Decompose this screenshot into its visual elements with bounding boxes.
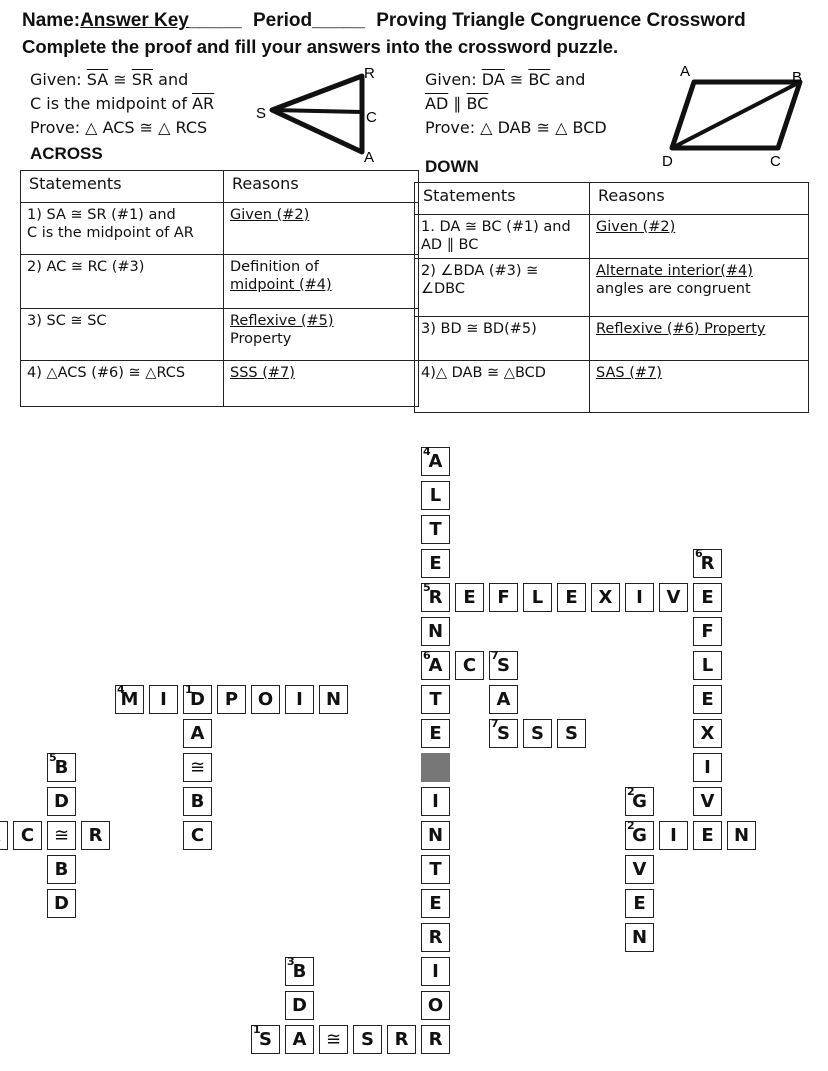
cell-letter: S [531,723,544,744]
cell-letter: G [632,825,647,846]
cell-letter: N [427,825,444,846]
cell-letter: ≅ [325,1029,342,1050]
crossword-cell[interactable] [421,719,450,748]
cell-letter: A [428,655,443,676]
cell-letter: N [427,621,444,642]
cell-letter: L [701,655,714,676]
cell-letter: I [432,961,439,982]
vertex-s: S [256,105,267,122]
reasons-header: Reasons [590,183,809,215]
crossword-cell[interactable] [319,1025,348,1054]
crossword-cell[interactable] [149,685,178,714]
cell-letter: B [54,757,69,778]
crossword-cell[interactable] [47,889,76,918]
cell-letter: C [190,825,205,846]
crossword-cell[interactable] [421,1025,450,1054]
parallel-symbol: ∥ [448,94,467,113]
cell-letter: D [292,995,307,1016]
reason-text: Reflexive (#5) [230,313,334,329]
clue-number: 4 [423,445,431,458]
crossword-cell[interactable] [285,957,314,986]
crossword-cell[interactable] [319,685,348,714]
crossword-cell[interactable] [421,447,450,476]
cell-letter: B [190,791,205,812]
reason-text: midpoint (#4) [230,277,332,293]
crossword-cell[interactable] [421,821,450,850]
crossword-cell[interactable] [421,991,450,1020]
cell-letter: V [666,587,681,608]
cell-letter: S [497,655,510,676]
crossword-cell[interactable] [489,583,518,612]
cell-letter: A [292,1029,307,1050]
congruent-symbol: ≅ [108,70,132,89]
segment: $\overline{BC}$ [528,70,551,89]
crossword-cell[interactable] [421,481,450,510]
cell-letter: V [632,859,647,880]
clue-number: 2 [627,819,635,832]
cell-letter: C [20,825,35,846]
cell-letter: A [496,689,511,710]
cell-letter: ≅ [189,757,206,778]
period-label: Period_____ [252,10,365,31]
statement-text: 2) ∠BDA (#3) ≅ [421,263,539,279]
crossword-cell[interactable] [47,787,76,816]
cell-letter: L [531,587,544,608]
crossword-cell[interactable] [625,787,654,816]
cell-letter: M [120,689,139,710]
crossword-cell[interactable] [47,821,76,850]
crossword-cell[interactable] [625,855,654,884]
statements-header: Statements [415,183,590,215]
crossword-cell[interactable] [455,651,484,680]
crossword-cell[interactable] [625,923,654,952]
statement-text: 1) SA ≅ SR (#1) and [27,207,176,223]
cell-letter: N [325,689,342,710]
cell-letter: T [429,859,442,880]
name-trailer: _____ [188,10,242,31]
cell-letter: S [361,1029,374,1050]
segment: $\overline{SA}$ [86,70,109,89]
crossword-cell[interactable] [421,889,450,918]
statement-text: AD ∥ BC [421,237,479,253]
crossword-cell[interactable] [285,991,314,1020]
crossword-cell[interactable] [693,753,722,782]
cell-letter: R [428,927,443,948]
cell-letter: E [633,893,646,914]
cell-letter: I [160,689,167,710]
cell-letter: X [700,723,715,744]
reason-text: Given (#2) [230,207,310,223]
crossword-cell[interactable] [489,719,518,748]
clue-number: 6 [695,547,703,560]
crossword-cell[interactable] [693,821,722,850]
cell-letter: E [429,553,442,574]
instruction: Complete the proof and fill your answers into the crossword puzzle. [22,36,619,57]
clue-number: 7 [491,717,499,730]
crossword-cell[interactable] [183,787,212,816]
crossword-cell[interactable] [523,719,552,748]
cell-letter: E [565,587,578,608]
crossword-cell[interactable] [693,685,722,714]
segment: $\overline{AD}$ [425,94,449,113]
statement-text: 3) BD ≅ BD(#5) [421,321,537,337]
crossword-cell[interactable] [659,821,688,850]
crossword-cell[interactable] [693,787,722,816]
crossword-cell[interactable] [625,889,654,918]
reason-text: SAS (#7) [596,365,662,381]
crossword-cell[interactable] [353,1025,382,1054]
cell-letter: P [224,689,239,710]
cell-letter: V [700,791,715,812]
crossword-cell[interactable] [421,957,450,986]
cell-letter: L [429,485,442,506]
across-heading: ACROSS [30,144,103,163]
crossword-cell[interactable] [557,583,586,612]
crossword-cell[interactable] [591,583,620,612]
cell-letter: G [632,791,647,812]
cell-letter: F [701,621,714,642]
given-text: and [550,70,586,89]
crossword-cell[interactable] [489,685,518,714]
statement-text: 1. DA ≅ BC (#1) and [421,219,571,235]
clue-number: 2 [627,785,635,798]
down-heading: DOWN [425,157,479,176]
reason-text: Given (#2) [596,219,676,235]
cell-letter: E [701,825,714,846]
cell-letter: I [636,587,643,608]
statement-text: 4) △ACS (#6) ≅ △RCS [27,365,186,381]
clue-number: 1 [253,1023,261,1036]
crossword-cell[interactable] [217,685,246,714]
crossword-cell[interactable] [421,617,450,646]
cell-letter: F [497,587,510,608]
cell-letter: E [463,587,476,608]
statement-text: ∠DBC [421,281,465,297]
crossword-cell[interactable] [183,821,212,850]
down-prove-line: Prove: △ DAB ≅ △ BCD [425,118,607,137]
crossword-cell[interactable] [251,1025,280,1054]
cell-letter: R [394,1029,409,1050]
vertex-c: C [770,153,781,170]
page-title: Proving Triangle Congruence Crossword [376,10,746,31]
clue-number: 7 [491,649,499,662]
crossword-cell[interactable] [421,685,450,714]
cell-letter: I [432,791,439,812]
cell-letter: A [190,723,205,744]
cell-letter: T [429,519,442,540]
crossword-cell[interactable] [727,821,756,850]
name-label: Name: [22,10,81,31]
crossword-cell[interactable] [115,685,144,714]
given-text: Given: [425,70,482,89]
crossword-cell[interactable] [523,583,552,612]
reason-text: angles are congruent [596,281,751,297]
statement-text: 3) SC ≅ SC [27,313,107,329]
clue-number: 5 [423,581,431,594]
clue-number: 1 [185,683,193,696]
across-prove-line: Prove: △ ACS ≅ △ RCS [30,118,208,137]
crossword-cell[interactable] [421,855,450,884]
reason-text: SSS (#7) [230,365,295,381]
cell-letter: E [429,893,442,914]
vertex-d: D [662,153,673,170]
given-text: Given: [30,70,87,89]
cell-letter: O [427,995,444,1016]
vertex-a: A [680,63,691,80]
cell-letter: S [565,723,578,744]
congruent-symbol: ≅ [504,70,529,89]
cell-letter: A [428,451,443,472]
reason-text: Reflexive (#6) Property [596,321,766,337]
cell-letter: T [429,689,442,710]
crossword-cell[interactable] [421,787,450,816]
crossword-cell[interactable] [81,821,110,850]
vertex-r: R [364,66,375,82]
crossword-cell[interactable] [47,753,76,782]
crossword-cell[interactable] [421,515,450,544]
crossword-cell[interactable] [455,583,484,612]
segment: $\overline{SR}$ [131,70,154,89]
crossword-cell[interactable] [421,923,450,952]
cell-letter: X [598,587,613,608]
reasons-header: Reasons [224,171,419,203]
reason-text: Definition of [230,259,319,275]
crossword-cell[interactable] [421,549,450,578]
crossword-cell[interactable] [557,719,586,748]
cell-letter: O [257,689,274,710]
crossword-cell[interactable] [251,685,280,714]
crossword-cell[interactable] [47,855,76,884]
crossword-cell[interactable] [693,719,722,748]
cell-letter: N [733,825,750,846]
cell-letter: R [700,553,715,574]
crossword-cell[interactable] [693,617,722,646]
crossword-cell[interactable] [183,753,212,782]
crossword-cell[interactable] [625,821,654,850]
cell-letter: I [670,825,677,846]
crossword-cell[interactable] [693,549,722,578]
cell-letter: C [462,655,477,676]
name-value: Answer Key [80,10,189,31]
crossword-cell[interactable] [183,719,212,748]
crossword-cell[interactable] [285,685,314,714]
cell-letter: D [190,689,205,710]
statements-header: Statements [21,171,224,203]
segment: $\overline{BC}$ [466,94,489,113]
clue-number: 4 [117,683,125,696]
crossword-cell[interactable] [0,821,8,850]
given-text: C is the midpoint of [30,94,193,113]
clue-number: 3 [287,955,295,968]
cell-letter: N [631,927,648,948]
cell-letter: R [428,587,443,608]
crossword-cell[interactable] [285,1025,314,1054]
cell-letter: B [292,961,307,982]
clue-number: 6 [423,649,431,662]
reason-text: Alternate interior(#4) [596,263,753,279]
cell-letter: I [704,757,711,778]
crossword-shaded-cell[interactable] [421,753,450,782]
crossword-cell[interactable] [489,651,518,680]
cell-letter: D [54,791,69,812]
cell-letter: ≅ [53,825,70,846]
cell-letter: I [296,689,303,710]
cell-letter: E [701,689,714,710]
crossword-cell[interactable] [693,651,722,680]
crossword-cell[interactable] [625,583,654,612]
statement-text: C is the midpoint of AR [27,225,194,241]
cell-letter: E [429,723,442,744]
cell-letter: S [259,1029,272,1050]
crossword-cell[interactable] [693,583,722,612]
vertex-a: A [364,149,375,166]
crossword-cell[interactable] [421,651,450,680]
vertex-b: B [792,69,803,86]
given-text: and [153,70,189,89]
crossword-cell[interactable] [387,1025,416,1054]
cell-letter: E [701,587,714,608]
crossword-cell[interactable] [421,583,450,612]
crossword-cell[interactable] [183,685,212,714]
vertex-c: C [366,109,377,126]
statement-text: 2) AC ≅ RC (#3) [27,259,145,275]
segment: $\overline{AR}$ [192,94,215,113]
statement-text: 4)△ DAB ≅ △BCD [421,365,546,381]
crossword-cell[interactable] [13,821,42,850]
crossword-cell[interactable] [659,583,688,612]
clue-number: 5 [49,751,57,764]
reason-text: Property [230,331,292,347]
cell-letter: S [497,723,510,744]
cell-letter: R [428,1029,443,1050]
cell-letter: B [54,859,69,880]
segment: $\overline{DA}$ [481,70,505,89]
cell-letter: D [54,893,69,914]
cell-letter: R [88,825,103,846]
